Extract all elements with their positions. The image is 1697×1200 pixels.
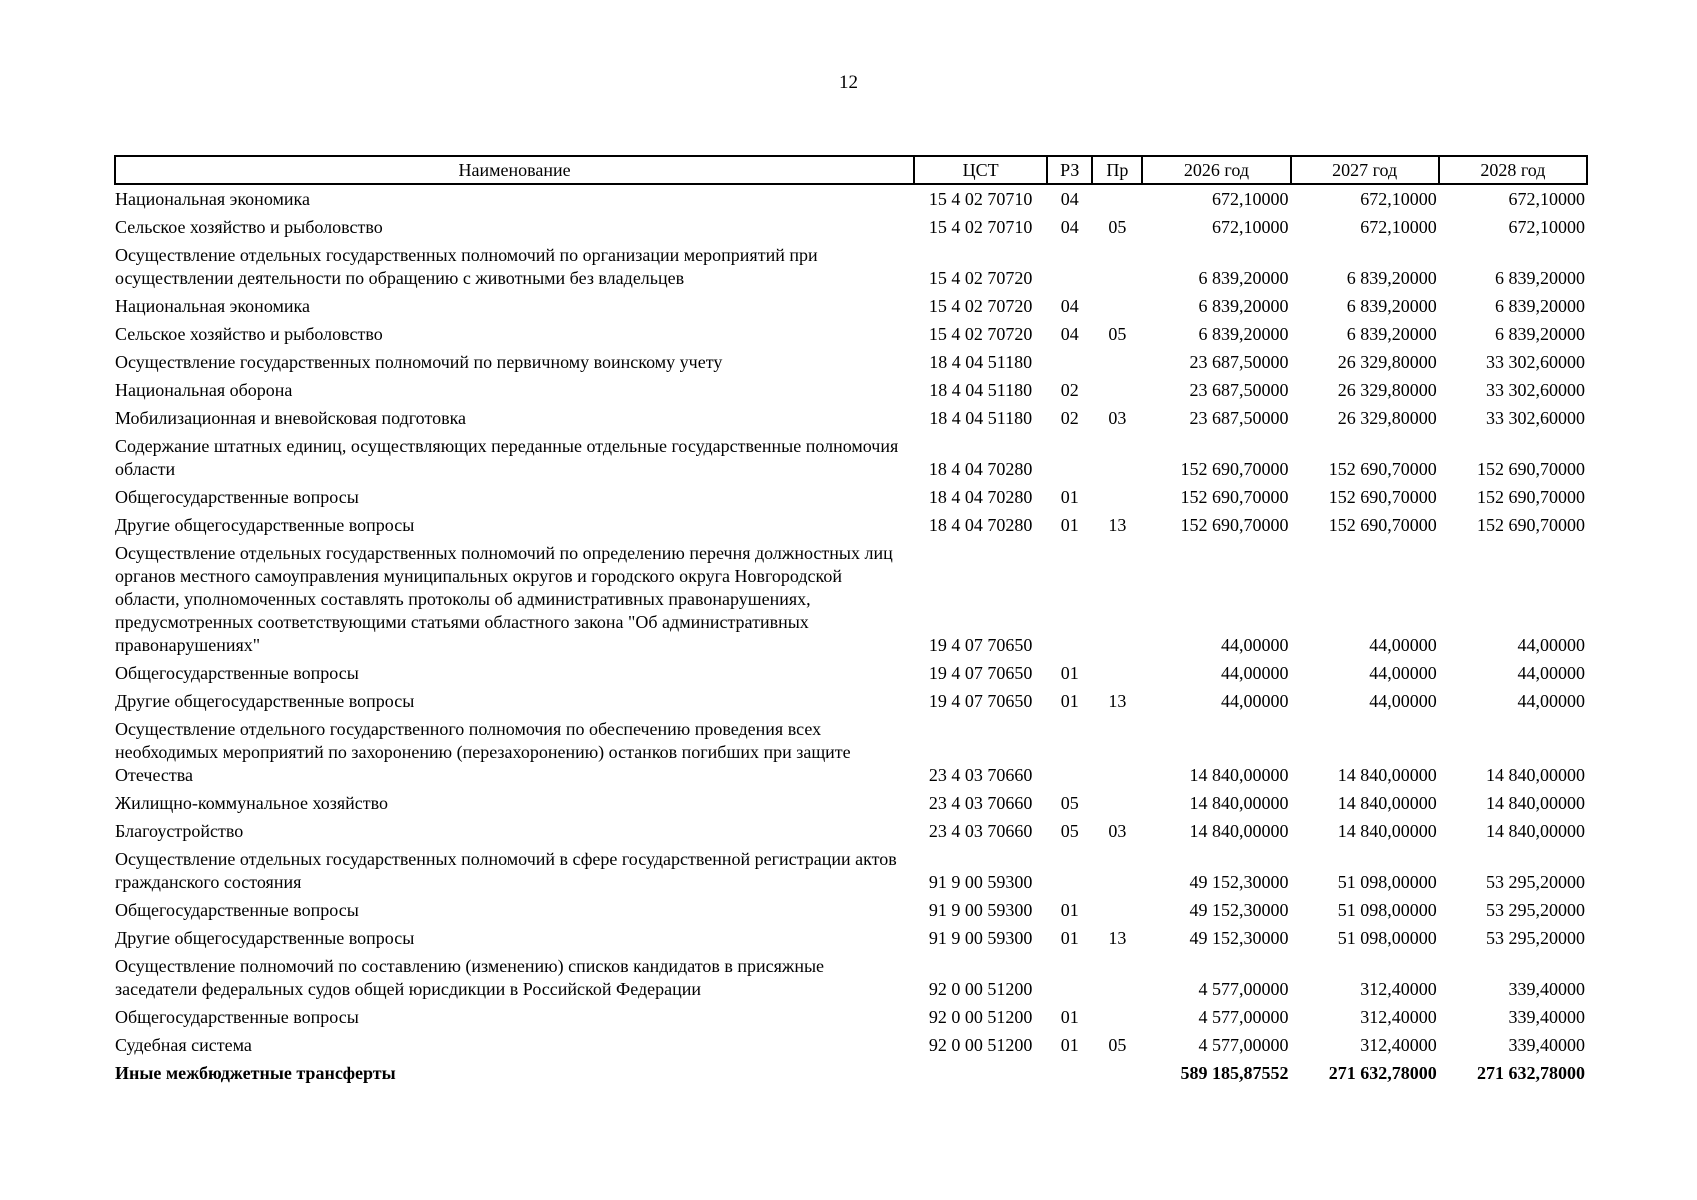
- cell-2027: 44,00000: [1369, 663, 1437, 683]
- cell-pr: 13: [1108, 691, 1127, 711]
- table-row: [115, 483, 1587, 511]
- cell-pr: [1092, 789, 1142, 817]
- cell-name: Осуществление государственных полномочий по первичному воинскому учету: [115, 352, 723, 372]
- cell-rz: 01: [1060, 663, 1079, 683]
- cell-name: Общегосударственные вопросы: [115, 487, 359, 507]
- cell-2027: 672,10000: [1360, 189, 1437, 209]
- cell-2026: 672,10000: [1212, 217, 1289, 237]
- cell-2028: 53 295,20000: [1486, 872, 1585, 892]
- cell-2027: 44,00000: [1369, 635, 1437, 655]
- cell-cst: 19 4 07 70650: [928, 691, 1033, 711]
- cell-cst: 23 4 03 70660: [928, 793, 1033, 813]
- cell-pr: 05: [1108, 1035, 1127, 1055]
- cell-2026: 14 840,00000: [1189, 821, 1289, 841]
- cell-pr: [1092, 1003, 1142, 1031]
- cell-2027: 14 840,00000: [1337, 765, 1437, 785]
- table-body: [115, 184, 1587, 1087]
- cell-2026: 4 577,00000: [1198, 1035, 1289, 1055]
- cell-2028: 152 690,70000: [1477, 459, 1585, 479]
- cell-cst: 92 0 00 51200: [928, 979, 1033, 999]
- cell-pr: [1092, 241, 1142, 292]
- budget-table: [114, 155, 1588, 1087]
- table-row: [115, 924, 1587, 952]
- cell-2028: 14 840,00000: [1486, 765, 1585, 785]
- cell-2027: 152 690,70000: [1328, 459, 1437, 479]
- cell-2028: 33 302,60000: [1486, 380, 1585, 400]
- cell-2027: 51 098,00000: [1337, 928, 1437, 948]
- cell-rz: 01: [1060, 1007, 1079, 1027]
- cell-pr: [1092, 348, 1142, 376]
- cell-2028: 6 839,20000: [1495, 296, 1585, 316]
- cell-cst: 91 9 00 59300: [928, 928, 1033, 948]
- cell-name: Общегосударственные вопросы: [115, 900, 359, 920]
- cell-name: Другие общегосударственные вопросы: [115, 928, 415, 948]
- cell-cst: 15 4 02 70710: [928, 189, 1033, 209]
- cell-rz: 04: [1060, 296, 1079, 316]
- header-rz: РЗ: [1047, 156, 1092, 184]
- cell-pr: 13: [1108, 928, 1127, 948]
- cell-name: Иные межбюджетные трансферты: [115, 1063, 396, 1083]
- cell-2027: 271 632,78000: [1328, 1063, 1437, 1083]
- table-row: [115, 896, 1587, 924]
- table-row: [115, 241, 1587, 292]
- cell-name: Судебная система: [115, 1035, 252, 1055]
- cell-rz: [1047, 1059, 1092, 1087]
- cell-pr: 13: [1108, 515, 1127, 535]
- cell-rz: [1047, 952, 1092, 1003]
- table-row: [115, 404, 1587, 432]
- table-row: [115, 511, 1587, 539]
- cell-2026: 23 687,50000: [1189, 352, 1289, 372]
- cell-2026: 589 185,87552: [1180, 1063, 1289, 1083]
- cell-2028: 14 840,00000: [1486, 793, 1585, 813]
- table-row: [115, 952, 1587, 1003]
- cell-cst: 91 9 00 59300: [928, 900, 1033, 920]
- cell-2027: 312,40000: [1360, 979, 1437, 999]
- table-row: [115, 184, 1587, 213]
- header-2028: 2028 год: [1439, 156, 1587, 184]
- cell-2026: 44,00000: [1221, 635, 1289, 655]
- cell-name: Мобилизационная и вневойсковая подготовка: [115, 408, 467, 428]
- cell-cst: 18 4 04 70280: [928, 515, 1033, 535]
- cell-cst: 92 0 00 51200: [928, 1035, 1033, 1055]
- table-row: [115, 432, 1587, 483]
- cell-rz: [1047, 845, 1092, 896]
- cell-2027: 152 690,70000: [1328, 515, 1437, 535]
- cell-2028: 339,40000: [1508, 979, 1585, 999]
- cell-2027: 51 098,00000: [1337, 872, 1437, 892]
- cell-name: Осуществление полномочий по составлению (изменению) списков кандидатов в присяжные заседатели федеральных судов общей юрисдикции в Российской Федерации: [115, 956, 825, 999]
- cell-name: Осуществление отдельного государственного полномочия по обеспечению проведения всех необходимых мероприятий по захоронению (перезахоронению) останков погибших при защите Отечества: [115, 719, 851, 785]
- cell-cst: 18 4 04 51180: [929, 408, 1033, 428]
- cell-pr: [1092, 896, 1142, 924]
- cell-2028: 44,00000: [1517, 691, 1585, 711]
- cell-cst: 15 4 02 70720: [928, 268, 1033, 288]
- cell-cst: 91 9 00 59300: [928, 872, 1033, 892]
- cell-rz: [1047, 715, 1092, 789]
- cell-pr: [1092, 952, 1142, 1003]
- cell-2027: 6 839,20000: [1346, 268, 1437, 288]
- table-row: [115, 789, 1587, 817]
- cell-2027: 51 098,00000: [1337, 900, 1437, 920]
- cell-2028: 271 632,78000: [1477, 1063, 1585, 1083]
- table-row: [115, 1003, 1587, 1031]
- cell-2026: 6 839,20000: [1198, 296, 1289, 316]
- cell-rz: [1047, 348, 1092, 376]
- cell-2026: 49 152,30000: [1189, 900, 1289, 920]
- cell-2026: 14 840,00000: [1189, 765, 1289, 785]
- cell-2028: 152 690,70000: [1477, 487, 1585, 507]
- cell-2027: 26 329,80000: [1337, 380, 1437, 400]
- cell-2028: 672,10000: [1508, 217, 1585, 237]
- cell-2026: 4 577,00000: [1198, 1007, 1289, 1027]
- cell-2026: 49 152,30000: [1189, 928, 1289, 948]
- cell-rz: 04: [1060, 324, 1079, 344]
- cell-2026: 672,10000: [1212, 189, 1289, 209]
- cell-2027: 6 839,20000: [1346, 324, 1437, 344]
- cell-cst: 15 4 02 70720: [928, 324, 1033, 344]
- cell-cst: 19 4 07 70650: [928, 635, 1033, 655]
- cell-2028: 672,10000: [1508, 189, 1585, 209]
- cell-2028: 6 839,20000: [1495, 324, 1585, 344]
- cell-rz: [1047, 432, 1092, 483]
- cell-2026: 23 687,50000: [1189, 408, 1289, 428]
- cell-2026: 152 690,70000: [1180, 459, 1289, 479]
- cell-pr: [1092, 539, 1142, 659]
- cell-name: Осуществление отдельных государственных полномочий в сфере государственной регистрации актов гражданского состояния: [115, 849, 897, 892]
- cell-2026: 14 840,00000: [1189, 793, 1289, 813]
- cell-name: Национальная экономика: [115, 189, 310, 209]
- table-header: [115, 156, 1587, 184]
- cell-2028: 152 690,70000: [1477, 515, 1585, 535]
- cell-name: Национальная экономика: [115, 296, 310, 316]
- cell-2026: 152 690,70000: [1180, 515, 1289, 535]
- table-row: [115, 1031, 1587, 1059]
- table-row: [115, 715, 1587, 789]
- cell-name: Благоустройство: [115, 821, 244, 841]
- cell-2028: 14 840,00000: [1486, 821, 1585, 841]
- cell-name: Другие общегосударственные вопросы: [115, 515, 415, 535]
- header-2027: 2027 год: [1291, 156, 1439, 184]
- cell-2027: 14 840,00000: [1337, 821, 1437, 841]
- cell-pr: [1092, 659, 1142, 687]
- table-row: [115, 659, 1587, 687]
- cell-2027: 26 329,80000: [1337, 408, 1437, 428]
- header-pr: Пр: [1092, 156, 1142, 184]
- cell-rz: 04: [1060, 189, 1079, 209]
- table-row: [115, 292, 1587, 320]
- cell-rz: [1047, 241, 1092, 292]
- cell-2026: 4 577,00000: [1198, 979, 1289, 999]
- header-cst: ЦСТ: [914, 156, 1047, 184]
- table-row: [115, 213, 1587, 241]
- cell-pr: [1092, 715, 1142, 789]
- table-row: [115, 320, 1587, 348]
- cell-name: Жилищно-коммунальное хозяйство: [115, 793, 389, 813]
- cell-2026: 6 839,20000: [1198, 268, 1289, 288]
- cell-2027: 14 840,00000: [1337, 793, 1437, 813]
- table-row: [115, 687, 1587, 715]
- table-row: [115, 845, 1587, 896]
- cell-name: Содержание штатных единиц, осуществляющих переданные отдельные государственные полномочия области: [115, 436, 899, 479]
- cell-2027: 312,40000: [1360, 1007, 1437, 1027]
- cell-name: Другие общегосударственные вопросы: [115, 691, 415, 711]
- cell-cst: 18 4 04 70280: [928, 487, 1033, 507]
- cell-pr: [1092, 292, 1142, 320]
- page-number: 12: [839, 72, 858, 93]
- cell-pr: [1092, 483, 1142, 511]
- cell-rz: 01: [1060, 691, 1079, 711]
- cell-cst: 15 4 02 70720: [928, 296, 1033, 316]
- cell-2028: 53 295,20000: [1486, 928, 1585, 948]
- cell-2027: 6 839,20000: [1346, 296, 1437, 316]
- cell-name: Национальная оборона: [115, 380, 293, 400]
- cell-rz: 05: [1060, 793, 1079, 813]
- cell-2027: 312,40000: [1360, 1035, 1437, 1055]
- table-row: [115, 376, 1587, 404]
- cell-2027: 672,10000: [1360, 217, 1437, 237]
- header-2026: 2026 год: [1142, 156, 1290, 184]
- cell-cst: 15 4 02 70710: [928, 217, 1033, 237]
- cell-pr: 03: [1108, 821, 1127, 841]
- cell-rz: 01: [1060, 515, 1079, 535]
- cell-cst: [914, 1059, 1047, 1087]
- total-row: [115, 1059, 1587, 1087]
- table-row: [115, 817, 1587, 845]
- cell-2027: 26 329,80000: [1337, 352, 1437, 372]
- cell-rz: 01: [1060, 900, 1079, 920]
- cell-rz: 02: [1060, 408, 1079, 428]
- cell-2026: 152 690,70000: [1180, 487, 1289, 507]
- cell-cst: 92 0 00 51200: [928, 1007, 1033, 1027]
- cell-cst: 23 4 03 70660: [928, 821, 1033, 841]
- cell-2026: 44,00000: [1221, 663, 1289, 683]
- cell-rz: 01: [1060, 487, 1079, 507]
- cell-pr: [1092, 184, 1142, 213]
- cell-2028: 33 302,60000: [1486, 408, 1585, 428]
- cell-cst: 18 4 04 51180: [929, 352, 1033, 372]
- cell-rz: 05: [1060, 821, 1079, 841]
- cell-name: Общегосударственные вопросы: [115, 663, 359, 683]
- cell-name: Сельское хозяйство и рыболовство: [115, 217, 383, 237]
- cell-pr: 03: [1108, 408, 1127, 428]
- cell-2028: 53 295,20000: [1486, 900, 1585, 920]
- cell-2028: 33 302,60000: [1486, 352, 1585, 372]
- cell-pr: [1092, 1059, 1142, 1087]
- cell-name: Общегосударственные вопросы: [115, 1007, 359, 1027]
- cell-2026: 23 687,50000: [1189, 380, 1289, 400]
- cell-2028: 44,00000: [1517, 635, 1585, 655]
- cell-2027: 152 690,70000: [1328, 487, 1437, 507]
- cell-name: Осуществление отдельных государственных полномочий по определению перечня должностных лиц органов местного самоуправления муниципальных округов и городского округа Новгородской области, уполномоченных составлять протоколы об административных правонарушениях, предусмотренных соответствующими статьями областного закона "Об административных правонарушениях": [115, 543, 893, 655]
- cell-2028: 44,00000: [1517, 663, 1585, 683]
- cell-2028: 6 839,20000: [1495, 268, 1585, 288]
- cell-name: Осуществление отдельных государственных полномочий по организации мероприятий при осуществлении деятельности по обращению с животными без владельцев: [115, 245, 818, 288]
- header-name: Наименование: [115, 156, 914, 184]
- cell-cst: 18 4 04 51180: [929, 380, 1033, 400]
- cell-pr: [1092, 376, 1142, 404]
- cell-cst: 23 4 03 70660: [928, 765, 1033, 785]
- cell-rz: [1047, 539, 1092, 659]
- cell-2028: 339,40000: [1508, 1007, 1585, 1027]
- cell-pr: [1092, 845, 1142, 896]
- cell-pr: [1092, 432, 1142, 483]
- cell-2027: 44,00000: [1369, 691, 1437, 711]
- table-row: [115, 539, 1587, 659]
- cell-pr: 05: [1108, 324, 1127, 344]
- cell-rz: 02: [1060, 380, 1079, 400]
- cell-2026: 49 152,30000: [1189, 872, 1289, 892]
- cell-name: Сельское хозяйство и рыболовство: [115, 324, 383, 344]
- cell-2028: 339,40000: [1508, 1035, 1585, 1055]
- cell-2026: 44,00000: [1221, 691, 1289, 711]
- cell-rz: 04: [1060, 217, 1079, 237]
- table-row: [115, 348, 1587, 376]
- cell-pr: 05: [1108, 217, 1127, 237]
- cell-rz: 01: [1060, 928, 1079, 948]
- cell-cst: 19 4 07 70650: [928, 663, 1033, 683]
- cell-rz: 01: [1060, 1035, 1079, 1055]
- cell-2026: 6 839,20000: [1198, 324, 1289, 344]
- cell-cst: 18 4 04 70280: [928, 459, 1033, 479]
